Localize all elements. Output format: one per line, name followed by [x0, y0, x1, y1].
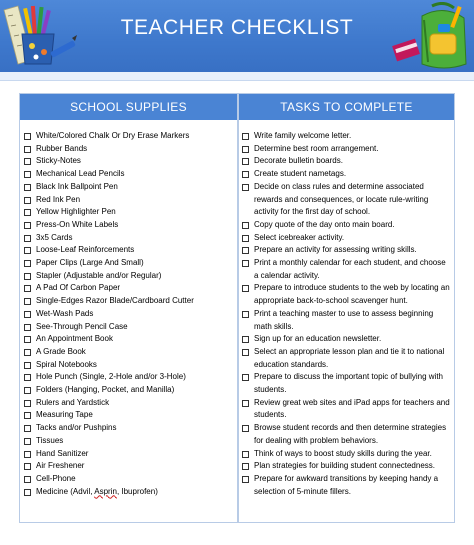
item-label: Folders (Hanging, Pocket, and Manilla) — [36, 385, 175, 395]
item-label: Rubber Bands — [36, 143, 88, 153]
item-label: Black Ink Ballpoint Pen — [36, 181, 118, 191]
list-item — [23, 409, 233, 422]
checkbox[interactable] — [242, 171, 249, 178]
list-item — [23, 422, 233, 435]
checkbox[interactable] — [242, 146, 249, 153]
item-label: Prepare for awkward transitions by keeping handy a selection of 5-minute fillers. — [254, 473, 439, 496]
checkbox[interactable] — [24, 463, 31, 470]
page-title: TEACHER CHECKLIST — [120, 16, 354, 39]
item-label: An Appointment Book — [36, 334, 113, 344]
checkbox[interactable] — [24, 273, 31, 280]
checkbox[interactable] — [24, 451, 31, 458]
books-icon — [392, 39, 420, 62]
list-item — [23, 295, 233, 308]
tasks-list — [241, 130, 451, 498]
item-label: Press-On White Labels — [36, 219, 119, 229]
checkbox[interactable] — [24, 209, 31, 216]
list-item — [241, 282, 451, 307]
checkbox[interactable] — [24, 412, 31, 419]
list-item — [241, 308, 451, 333]
checkbox[interactable] — [24, 425, 31, 432]
list-item — [241, 422, 451, 447]
checkbox[interactable] — [242, 260, 249, 267]
list-item — [23, 155, 233, 168]
checkbox[interactable] — [242, 235, 249, 242]
list-item — [23, 308, 233, 321]
checkbox[interactable] — [24, 362, 31, 369]
column-header-school-supplies: SCHOOL SUPPLIES — [20, 94, 237, 120]
list-item — [241, 181, 451, 219]
item-label: Hand Sanitizer — [36, 448, 89, 458]
item-label: Tacks and/or Pushpins — [36, 423, 117, 433]
list-item — [23, 346, 233, 359]
item-label: Select icebreaker activity. — [254, 232, 345, 242]
checkbox[interactable] — [24, 298, 31, 305]
list-item — [23, 206, 233, 219]
item-label: Decide on class rules and determine associated rewards and consequences, or locate rule-writing activity for the first day of school. — [254, 181, 429, 217]
item-label: Stapler (Adjustable and/or Regular) — [36, 270, 162, 280]
list-item — [241, 143, 451, 156]
checkbox[interactable] — [242, 222, 249, 229]
checkbox[interactable] — [242, 184, 249, 191]
list-item — [23, 282, 233, 295]
item-label: Paper Clips (Large And Small) — [36, 258, 144, 268]
list-item — [23, 181, 233, 194]
checkbox[interactable] — [24, 222, 31, 229]
checkbox[interactable] — [242, 451, 249, 458]
checkbox[interactable] — [242, 374, 249, 381]
list-item — [241, 155, 451, 168]
list-item — [241, 219, 451, 232]
list-item — [23, 194, 233, 207]
item-label: Spiral Notebooks — [36, 359, 97, 369]
item-label: Prepare to discuss the important topic of bullying with students. — [254, 372, 443, 395]
checkbox[interactable] — [24, 374, 31, 381]
list-item — [241, 130, 451, 143]
item-label: Print a teaching master to use to assess beginning math skills. — [254, 308, 434, 331]
checkbox[interactable] — [24, 260, 31, 267]
list-item — [23, 244, 233, 257]
item-label: Wet-Wash Pads — [36, 308, 94, 318]
list-item — [23, 460, 233, 473]
item-label: Print a monthly calendar for each student, and choose a calendar activity. — [254, 258, 446, 280]
item-label: Sticky-Notes — [36, 156, 81, 166]
item-label: Loose-Leaf Reinforcements — [36, 245, 135, 255]
checkbox[interactable] — [242, 476, 249, 483]
item-label: Select an appropriate lesson plan and tie it to national education standards. — [254, 346, 445, 369]
list-item — [23, 219, 233, 232]
list-item — [23, 384, 233, 397]
item-label: Hole Punch (Single, 2-Hole and/or 3-Hole) — [36, 372, 186, 382]
list-item — [241, 333, 451, 346]
item-label: Air Freshener — [36, 461, 85, 471]
item-label: Red Ink Pen — [36, 194, 81, 204]
item-label: Write family welcome letter. — [254, 131, 352, 140]
checkbox[interactable] — [242, 311, 249, 318]
item-label: See-Through Pencil Case — [36, 321, 128, 331]
item-label: Mechanical Lead Pencils — [36, 169, 125, 179]
list-item — [241, 168, 451, 181]
checkbox[interactable] — [242, 133, 249, 140]
item-label: Measuring Tape — [36, 410, 93, 420]
checkbox[interactable] — [242, 336, 249, 343]
checkbox[interactable] — [24, 247, 31, 254]
list-item — [241, 448, 451, 461]
list-item — [23, 435, 233, 448]
item-label: Copy quote of the day onto main board. — [254, 219, 395, 229]
item-label: Plan strategies for building student connectedness. — [254, 461, 436, 471]
list-item — [241, 257, 451, 282]
item-label: Determine best room arrangement. — [254, 143, 379, 153]
item-label: Yellow Highlighter Pen — [36, 207, 116, 217]
checkbox[interactable] — [24, 438, 31, 445]
list-item — [23, 473, 233, 486]
checkbox[interactable] — [24, 197, 31, 204]
list-item — [23, 486, 233, 499]
item-label: Prepare an activity for assessing writing skills. — [254, 245, 417, 255]
checkbox[interactable] — [24, 184, 31, 191]
list-item — [23, 257, 233, 270]
checkbox[interactable] — [24, 476, 31, 483]
checkbox[interactable] — [242, 400, 249, 407]
list-item — [23, 130, 233, 143]
list-item — [241, 244, 451, 257]
checkbox[interactable] — [242, 463, 249, 470]
checkbox[interactable] — [24, 158, 31, 165]
checkbox[interactable] — [24, 146, 31, 153]
item-label: A Pad Of Carbon Paper — [36, 283, 121, 293]
checkbox[interactable] — [242, 285, 249, 292]
item-label: A Grade Book — [36, 346, 86, 356]
item-label: Single-Edges Razor Blade/Cardboard Cutter — [36, 296, 194, 306]
checkbox[interactable] — [242, 247, 249, 254]
list-item — [23, 371, 233, 384]
list-item — [23, 270, 233, 283]
item-label: Cell-Phone — [36, 473, 76, 483]
checkbox[interactable] — [242, 425, 249, 432]
list-item — [241, 473, 451, 498]
item-label: Decorate bulletin boards. — [254, 156, 343, 166]
item-label: 3x5 Cards — [36, 232, 73, 242]
checkbox[interactable] — [24, 285, 31, 292]
list-item — [23, 168, 233, 181]
checkbox[interactable] — [24, 400, 31, 407]
checkbox[interactable] — [24, 324, 31, 331]
item-label: Browse student records and then determine strategies for dealing with problem behaviors. — [254, 423, 447, 445]
item-label: Create student nametags. — [254, 169, 347, 179]
item-label: Medicine (Advil, Asprin, Ibuprofen) — [36, 486, 158, 496]
list-item — [23, 321, 233, 334]
list-item — [23, 359, 233, 372]
list-item — [23, 333, 233, 346]
checkbox[interactable] — [242, 158, 249, 165]
checkbox[interactable] — [24, 171, 31, 178]
checkbox[interactable] — [24, 133, 31, 140]
checkbox[interactable] — [24, 336, 31, 343]
checkbox[interactable] — [24, 349, 31, 356]
item-label: Rulers and Yardstick — [36, 397, 110, 407]
checkbox[interactable] — [24, 387, 31, 394]
item-label: Think of ways to boost study skills during the year. — [254, 448, 432, 458]
item-label: Tissues — [36, 435, 64, 445]
checkbox[interactable] — [242, 349, 249, 356]
list-item — [23, 232, 233, 245]
checkbox[interactable] — [24, 235, 31, 242]
list-item — [241, 232, 451, 245]
item-label: Review great web sites and iPad apps for teachers and students. — [254, 397, 450, 420]
list-item — [241, 397, 451, 422]
item-label: White/Colored Chalk Or Dry Erase Markers — [36, 131, 190, 140]
list-item — [23, 143, 233, 156]
column-divider — [237, 94, 239, 522]
list-item — [23, 448, 233, 461]
checklist-table — [19, 93, 455, 523]
column-header-tasks: TASKS TO COMPLETE — [239, 94, 454, 120]
supplies-list — [23, 130, 233, 498]
list-item — [241, 346, 451, 371]
item-label: Sign up for an education newsletter. — [254, 334, 382, 344]
list-item — [23, 397, 233, 410]
checkbox[interactable] — [24, 311, 31, 318]
item-label: Prepare to introduce students to the web by locating an appropriate back-to-school scavenger hunt. — [254, 283, 450, 306]
list-item — [241, 371, 451, 396]
list-item — [241, 460, 451, 473]
checkbox[interactable] — [24, 489, 31, 496]
